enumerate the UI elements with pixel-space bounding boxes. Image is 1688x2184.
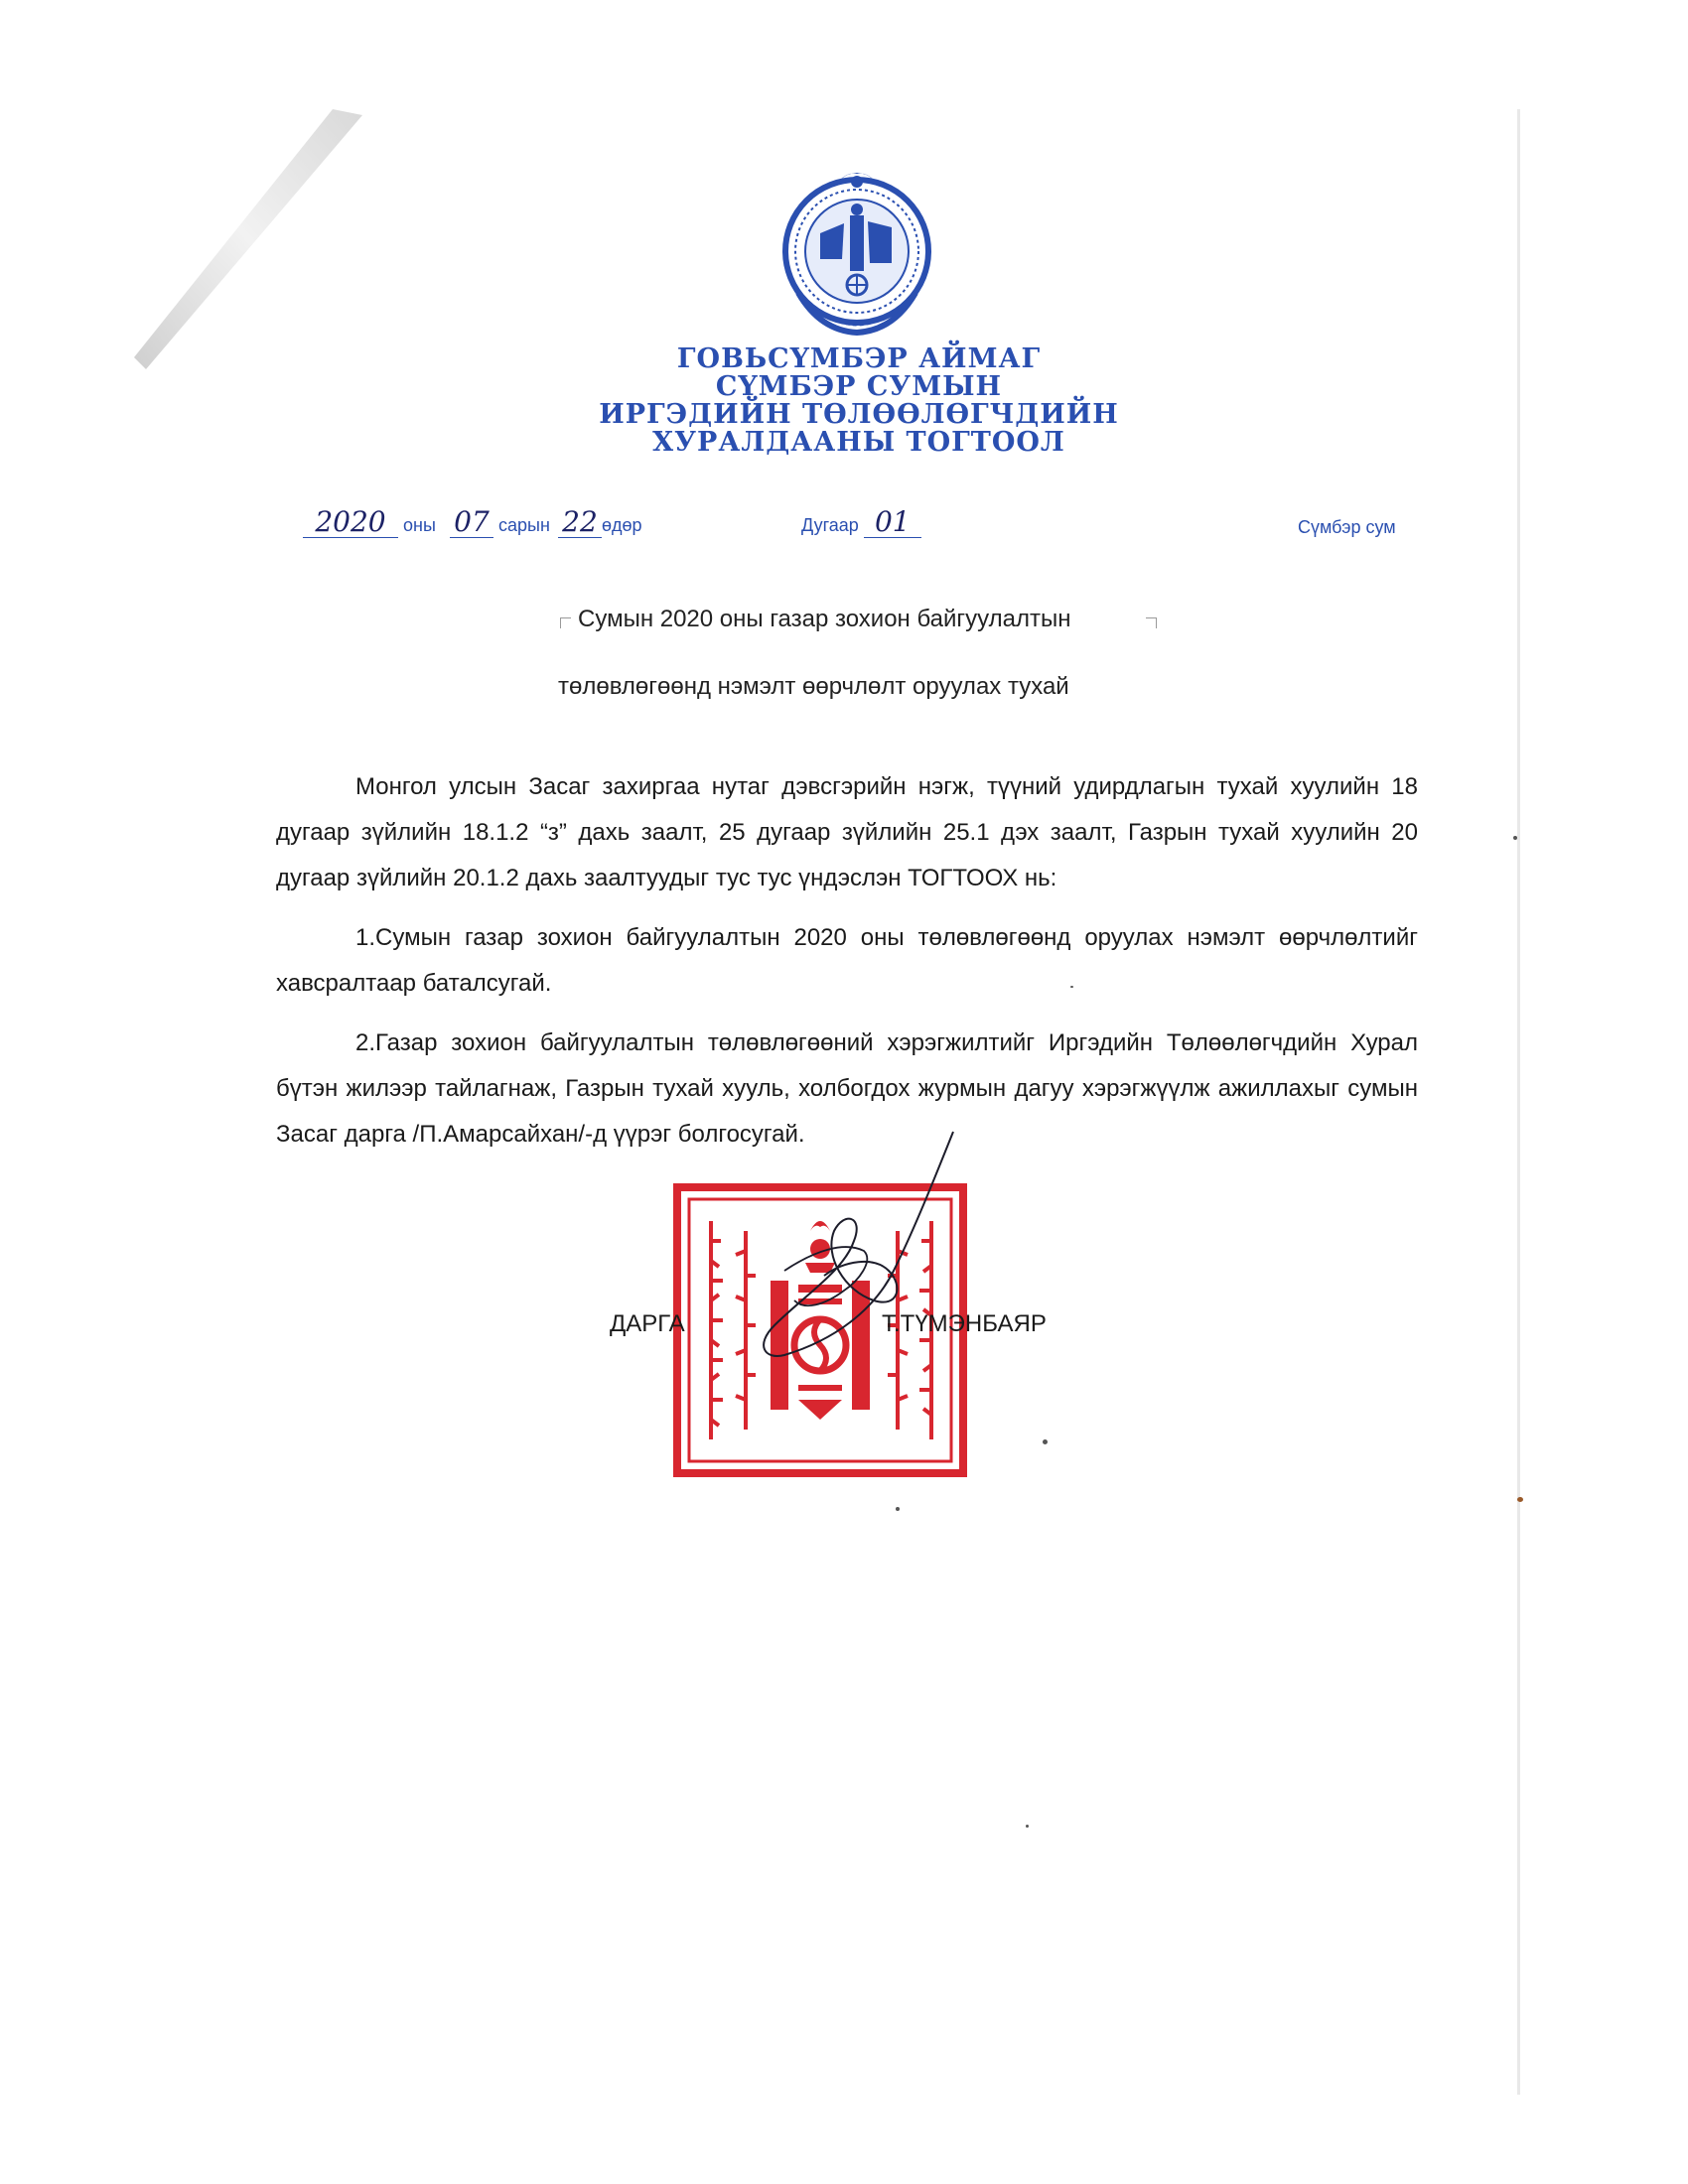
handwritten-month: 07 <box>450 507 493 538</box>
year-suffix: оны <box>403 515 436 535</box>
subject-line-2: төлөвлөгөөнд нэмэлт өөрчлөлт оруулах тухай <box>558 673 1069 700</box>
signatory-title: ДАРГА <box>610 1310 685 1337</box>
handwritten-year: 2020 <box>303 507 398 538</box>
handwritten-day: 22 <box>558 507 602 538</box>
header-line-province: ГОВЬСҮМБЭР АЙМАГ <box>676 343 1042 374</box>
number-label: Дугаар <box>801 515 859 535</box>
scan-edge-line <box>1517 109 1520 2095</box>
body-item-2: 2.Газар зохион байгуулалтын төлөвлөгөөний хэрэгжилтийг Иргэдийн Төлөөлөгчдийн Хурал бүтэн жилээр тайлагнаж, Газрын тухай хууль, холбогдох журмын дагуу хэрэгжүүлж ажиллахыг сумын Засаг дарга /П.Амарсайхан/-д үүрэг болгосугай. <box>276 1029 1418 1148</box>
folded-corner-artifact <box>134 109 362 377</box>
scan-speck <box>896 1507 900 1511</box>
month-suffix: сарын <box>498 515 550 535</box>
resolution-body <box>276 764 1418 1171</box>
subject-line-1: Сумын 2020 оны газар зохион байгуулалтын <box>578 606 1071 632</box>
header-line-resolution: ХУРАЛДААНЫ ТОГТООЛ <box>652 427 1065 458</box>
signatory-name: Т.ТҮМЭНБАЯР <box>882 1310 1047 1337</box>
place-label: Сүмбэр сум <box>1298 517 1396 537</box>
scan-speck <box>1513 836 1517 840</box>
handwritten-number: 01 <box>864 507 921 538</box>
scan-speck <box>1026 1825 1029 1828</box>
date-number-line <box>303 504 1415 544</box>
body-item-1: 1.Сумын газар зохион байгуулалтын 2020 оны төлөвлөгөөнд оруулах нэмэлт өөрчлөлтийг хавсралтаар баталсугай. <box>276 924 1418 997</box>
header-line-soum: СҮМБЭР СУМЫН <box>715 371 1003 402</box>
header-line-council: ИРГЭДИЙН ТӨЛӨӨЛӨГЧДИЙН <box>599 399 1119 430</box>
issuer-header <box>496 345 1221 457</box>
handwritten-signature <box>725 1122 993 1380</box>
day-suffix: өдөр <box>602 515 642 535</box>
subject-bracket-right <box>1146 617 1157 628</box>
scan-speck <box>1043 1439 1048 1444</box>
state-emblem-icon <box>780 164 934 338</box>
subject-bracket-left <box>560 617 571 628</box>
body-preamble: Монгол улсын Засаг захиргаа нутаг дэвсгэрийн нэгж, түүний удирдлагын тухай хуулийн 18 дугаар зүйлийн 18.1.2 “з” дахь заалт, 25 дугаар зүйлийн 25.1 дэх заалт, Газрын тухай хуулийн 20 дугаар зүйлийн 20.1.2 дахь заалтуудыг тус тус үндэслэн ТОГТООХ нь: <box>276 773 1418 891</box>
scan-speck <box>1517 1497 1523 1502</box>
